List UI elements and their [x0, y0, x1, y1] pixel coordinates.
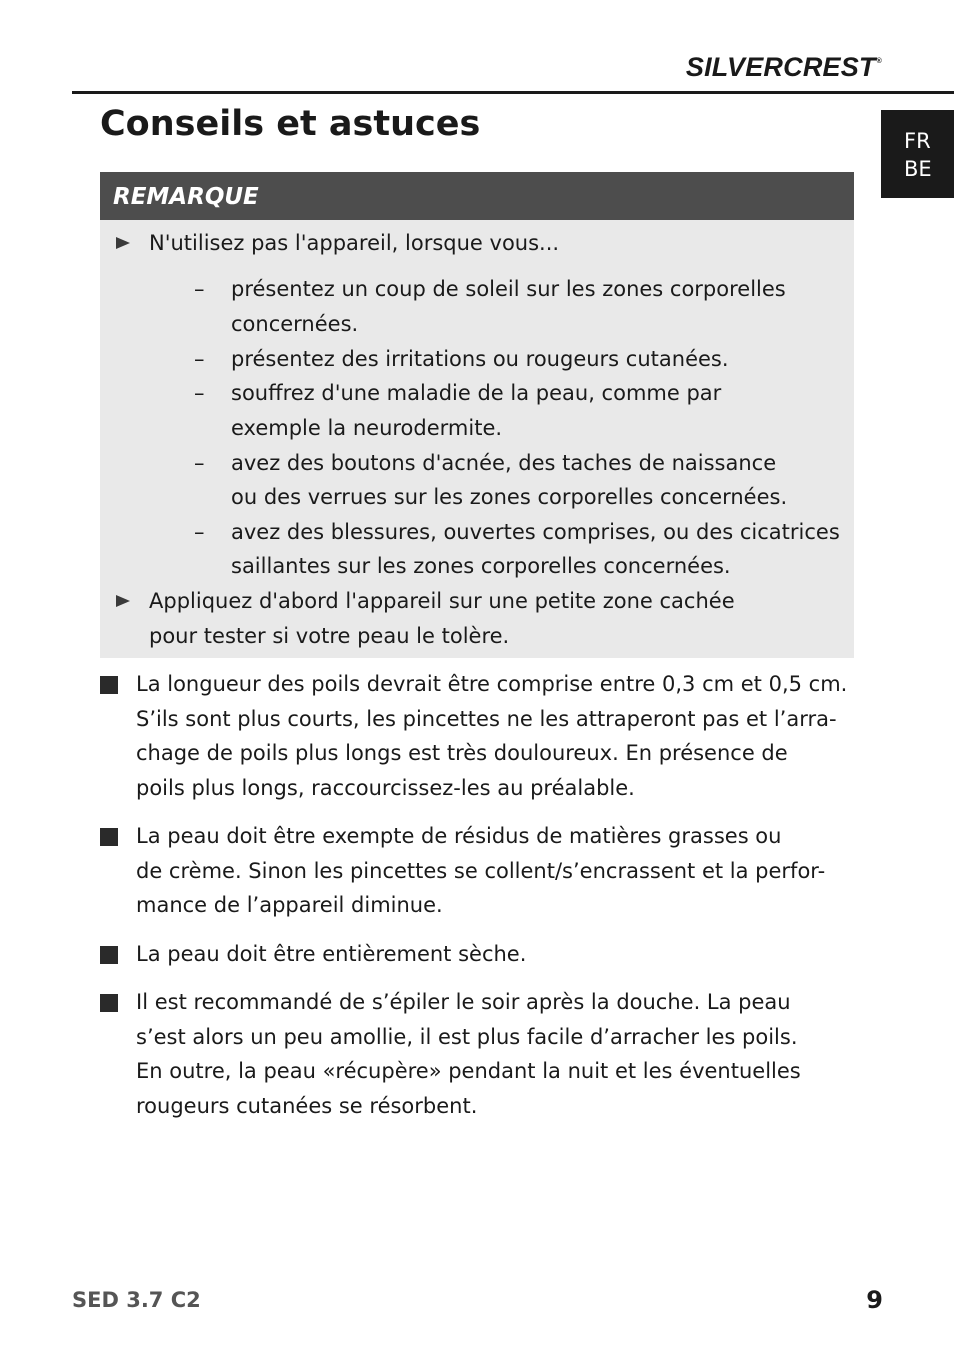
square-bullet-icon	[100, 946, 118, 964]
tip-line: La peau doit être exempte de résidus de matières grasses ou	[136, 824, 782, 848]
note-bullet-text: Appliquez d'abord l'appareil sur une petite zone cachée	[149, 589, 735, 613]
tip-paragraph	[136, 985, 801, 1123]
tip-line: S’ils sont plus courts, les pincettes ne les attraperont pas et l’arra-	[136, 706, 837, 731]
note-subitem-line: présentez des irritations ou rougeurs cutanées.	[231, 347, 729, 371]
dash-marker: –	[194, 277, 205, 301]
note-subitem-line: saillantes sur les zones corporelles concernées.	[231, 554, 731, 578]
note-bullet-text: pour tester si votre peau le tolère.	[149, 624, 510, 648]
registered-mark: ®	[876, 58, 882, 65]
header-rule	[72, 91, 954, 94]
note-subitem-line: concernées.	[231, 312, 359, 336]
dash-marker: –	[194, 381, 205, 405]
dash-marker: –	[194, 520, 205, 544]
note-heading: REMARQUE	[100, 172, 854, 220]
tip-line: En outre, la peau «récupère» pendant la nuit et les éventuelles	[136, 1059, 801, 1084]
note-subitem-line: avez des boutons d'acnée, des taches de naissance	[231, 451, 777, 475]
lang-code-fr: FR	[904, 129, 931, 153]
note-subitem-line: présentez un coup de soleil sur les zones corporelles	[231, 277, 786, 301]
note-bullet-text: N'utilisez pas l'appareil, lorsque vous...	[149, 231, 560, 255]
note-subitem-line: avez des blessures, ouvertes comprises, ou des cicatrices	[231, 520, 840, 544]
brand-logo: SILVERCREST®	[685, 52, 882, 82]
tip-line: La longueur des poils devrait être comprise entre 0,3 cm et 0,5 cm.	[136, 672, 848, 696]
model-number: SED 3.7 C2	[72, 1288, 201, 1312]
tip-line: s’est alors un peu amollie, il est plus facile d’arracher les poils.	[136, 1024, 798, 1049]
triangle-bullet-icon	[116, 595, 130, 607]
triangle-bullet-icon	[116, 237, 130, 249]
dash-marker: –	[194, 347, 205, 371]
square-bullet-icon	[100, 676, 118, 694]
note-box	[100, 172, 854, 658]
note-subitem-line: souffrez d'une maladie de la peau, comme par	[231, 381, 722, 405]
tip-line: La peau doit être entièrement sèche.	[136, 942, 527, 966]
tip-paragraph	[136, 937, 526, 972]
dash-marker: –	[194, 451, 205, 475]
note-subitem-line: ou des verrues sur les zones corporelles concernées.	[231, 485, 788, 509]
language-tab	[881, 110, 954, 198]
tip-paragraph	[136, 819, 825, 923]
tip-line: mance de l’appareil diminue.	[136, 893, 443, 918]
square-bullet-icon	[100, 994, 118, 1012]
tip-line: de crème. Sinon les pincettes se collent/s’encrassent et la perfor-	[136, 858, 826, 883]
tip-line: chage de poils plus longs est très douloureux. En présence de	[136, 741, 788, 766]
square-bullet-icon	[100, 828, 118, 846]
tip-paragraph	[136, 667, 847, 805]
note-subitem-line: exemple la neurodermite.	[231, 416, 503, 440]
tip-line: poils plus longs, raccourcissez-les au préalable.	[136, 775, 635, 800]
page-title: Conseils et astuces	[100, 104, 481, 144]
lang-code-be: BE	[904, 157, 932, 181]
tip-line: rougeurs cutanées se résorbent.	[136, 1093, 478, 1118]
tip-line: Il est recommandé de s’épiler le soir après la douche. La peau	[136, 990, 791, 1014]
page-number: 9	[866, 1286, 883, 1314]
